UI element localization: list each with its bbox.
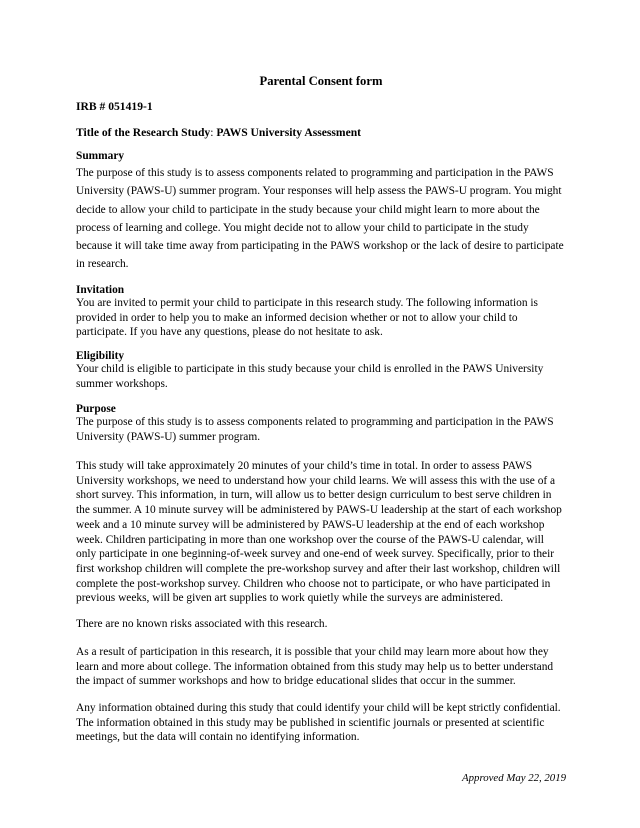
invitation-section bbox=[76, 284, 566, 340]
document-title: Parental Consent form bbox=[259, 74, 383, 88]
confidentiality-paragraph: Any information obtained during this study that could identify your child will be kept strictly confidential. The information obtained in this study may be published in scientific journals or presented at scientific meetings, but the data will contain no identifying information. bbox=[76, 702, 561, 744]
invitation-heading: Invitation bbox=[76, 284, 125, 296]
study-title-label: Title of the Research Study bbox=[76, 126, 211, 139]
risks-paragraph: There are no known risks associated with this research. bbox=[76, 618, 328, 630]
summary-heading: Summary bbox=[76, 150, 125, 162]
purpose-text: The purpose of this study is to assess components related to programming and participation in the PAWS University (PAWS-U) summer program. bbox=[76, 416, 554, 443]
eligibility-heading: Eligibility bbox=[76, 350, 125, 362]
eligibility-section bbox=[76, 350, 566, 391]
summary-section bbox=[76, 150, 566, 274]
irb-number: IRB # 051419-1 bbox=[76, 100, 153, 113]
purpose-section bbox=[76, 403, 566, 444]
study-duration-paragraph: This study will take approximately 20 minutes of your child’s time in total. In order to assess PAWS University workshops, we need to understand how your child learns. We will assess this with the use of a short survey. This information, in turn, will allow us to better design curriculum to best serve children in the summer. A 10 minute survey will be administered by PAWS-U leadership at the start of each workshop week and a 10 minute survey will be administered by PAWS-U leadership at the end of each workshop week. Children participating in more than one workshop over the course of the PAWS-U calendar, will only participate in one beginning-of-week survey and one-end of week survey. Specifically, prior to their first workshop children will complete the pre-workshop survey and after their last workshop, children will complete the post-workshop survey. Children who choose not to participate, or who have participated in previous weeks, will be given art supplies to work quietly while the surveys are administered. bbox=[76, 460, 562, 605]
eligibility-text: Your child is eligible to participate in this study because your child is enrolled in the PAWS University summer workshops. bbox=[76, 363, 544, 390]
benefits-paragraph: As a result of participation in this research, it is possible that your child may learn more about how they learn and more about college. The information obtained from this study may help us to better understand the impact of summer workshops and how to bridge educational slides that occur in the summer. bbox=[76, 646, 554, 688]
study-title-value: PAWS University Assessment bbox=[216, 126, 362, 139]
invitation-text: You are invited to permit your child to participate in this research study. The following information is provided in order to help you to make an informed decision whether or not to allow your child to participate. If you have any questions, please do not hesitate to ask. bbox=[76, 297, 538, 339]
summary-text: The purpose of this study is to assess components related to programming and participation in the PAWS University (PAWS-U) summer program. Your responses will help assess the PAWS-U program. You might decide to allow your child to participate in the study because your child might learn to more about the process of learning and college. You might decide not to allow your child to participate in the study because it will take time away from participating in the PAWS workshop or the lack of desire to participate in research. bbox=[76, 167, 564, 271]
study-title-line bbox=[76, 126, 361, 139]
study-title-separator: : bbox=[210, 126, 217, 139]
purpose-heading: Purpose bbox=[76, 403, 116, 415]
approval-date: Approved May 22, 2019 bbox=[462, 772, 566, 784]
